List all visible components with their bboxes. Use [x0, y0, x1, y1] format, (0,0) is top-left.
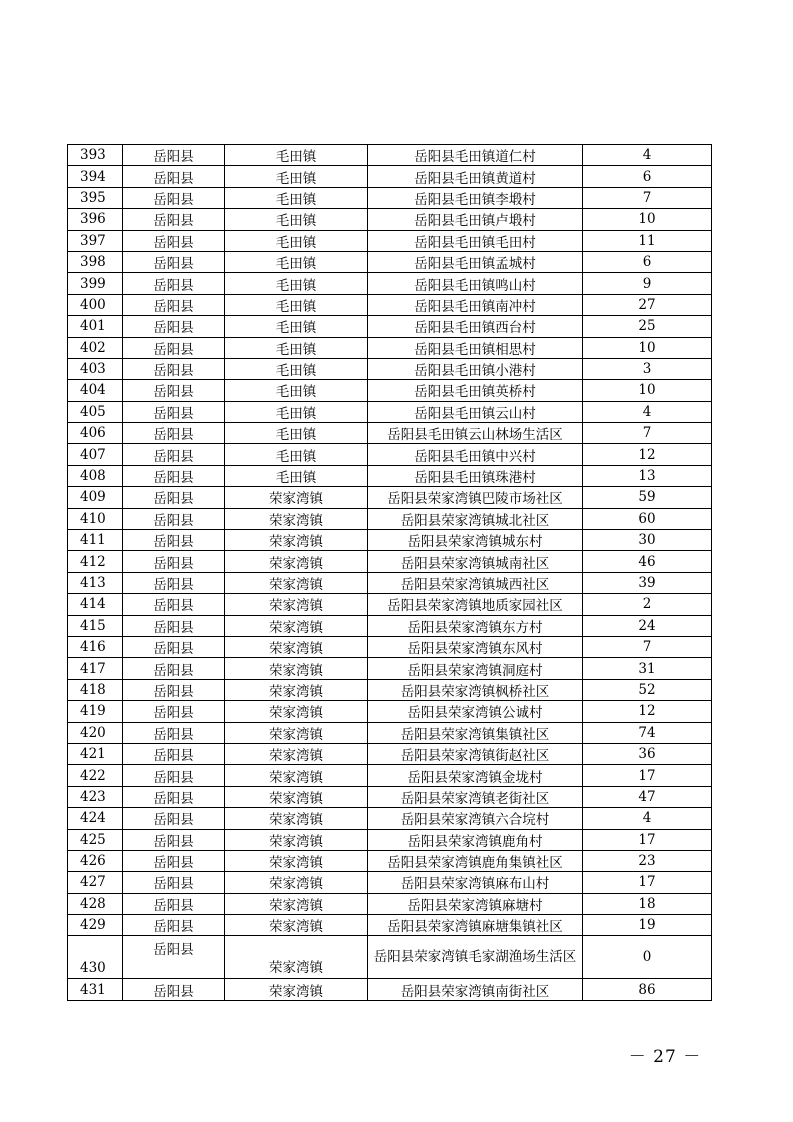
- count-cell: 19: [583, 915, 712, 936]
- count-cell: 31: [583, 658, 712, 679]
- county-cell: 岳阳县: [123, 530, 225, 551]
- row-number-cell: 412: [68, 551, 123, 572]
- county-cell: 岳阳县: [123, 508, 225, 529]
- count-cell: 46: [583, 551, 712, 572]
- county-cell: 岳阳县: [123, 594, 225, 615]
- area-cell: 岳阳县毛田镇黄道村: [368, 166, 583, 187]
- row-number-cell: 414: [68, 594, 123, 615]
- count-cell: 23: [583, 850, 712, 871]
- count-cell: 7: [583, 423, 712, 444]
- table-row: [68, 701, 712, 722]
- town-cell: 荣家湾镇: [225, 722, 368, 743]
- town-cell: 毛田镇: [225, 465, 368, 486]
- count-cell: 17: [583, 765, 712, 786]
- county-cell: 岳阳县: [123, 872, 225, 893]
- row-number-cell: 403: [68, 358, 123, 379]
- town-cell: 毛田镇: [225, 294, 368, 315]
- county-cell: 岳阳县: [123, 615, 225, 636]
- town-cell: 荣家湾镇: [225, 743, 368, 764]
- town-cell: 毛田镇: [225, 401, 368, 422]
- count-cell: 6: [583, 251, 712, 272]
- table-body: [68, 145, 712, 1001]
- row-number-cell: 409: [68, 487, 123, 508]
- county-cell: 岳阳县: [123, 273, 225, 294]
- row-number-cell: 427: [68, 872, 123, 893]
- county-cell: 岳阳县: [123, 979, 225, 1000]
- town-cell: 荣家湾镇: [225, 679, 368, 700]
- count-cell: 4: [583, 401, 712, 422]
- table-row: [68, 166, 712, 187]
- count-cell: 12: [583, 701, 712, 722]
- area-cell: 岳阳县荣家湾镇毛家湖渔场生活区: [368, 936, 583, 979]
- count-cell: 86: [583, 979, 712, 1000]
- county-cell: 岳阳县: [123, 358, 225, 379]
- table-row: [68, 230, 712, 251]
- row-number-cell: 398: [68, 251, 123, 272]
- row-number-cell: 402: [68, 337, 123, 358]
- county-cell: 岳阳县: [123, 786, 225, 807]
- table-row: [68, 294, 712, 315]
- count-cell: 24: [583, 615, 712, 636]
- town-cell: 毛田镇: [225, 145, 368, 166]
- area-cell: 岳阳县荣家湾镇六合垸村: [368, 808, 583, 829]
- row-number-cell: 424: [68, 808, 123, 829]
- count-cell: 11: [583, 230, 712, 251]
- area-cell: 岳阳县荣家湾镇集镇社区: [368, 722, 583, 743]
- row-number-cell: 430: [68, 936, 123, 979]
- county-cell: 岳阳县: [123, 658, 225, 679]
- area-cell: 岳阳县荣家湾镇城南社区: [368, 551, 583, 572]
- table-row: [68, 508, 712, 529]
- table-row: [68, 145, 712, 166]
- table-row: [68, 316, 712, 337]
- count-cell: 60: [583, 508, 712, 529]
- town-cell: 毛田镇: [225, 316, 368, 337]
- count-cell: 7: [583, 187, 712, 208]
- count-cell: 7: [583, 636, 712, 657]
- row-number-cell: 428: [68, 893, 123, 914]
- table-row: [68, 743, 712, 764]
- county-cell: 岳阳县: [123, 380, 225, 401]
- table-row: [68, 209, 712, 230]
- row-number-cell: 410: [68, 508, 123, 529]
- row-number-cell: 399: [68, 273, 123, 294]
- town-cell: 荣家湾镇: [225, 636, 368, 657]
- count-cell: 17: [583, 872, 712, 893]
- county-cell: 岳阳县: [123, 166, 225, 187]
- area-cell: 岳阳县荣家湾镇鹿角集镇社区: [368, 850, 583, 871]
- area-cell: 岳阳县毛田镇李塅村: [368, 187, 583, 208]
- area-cell: 岳阳县荣家湾镇城东村: [368, 530, 583, 551]
- county-cell: 岳阳县: [123, 337, 225, 358]
- town-cell: 荣家湾镇: [225, 786, 368, 807]
- county-cell: 岳阳县: [123, 487, 225, 508]
- count-cell: 10: [583, 380, 712, 401]
- town-cell: 荣家湾镇: [225, 936, 368, 979]
- count-cell: 10: [583, 209, 712, 230]
- row-number-cell: 401: [68, 316, 123, 337]
- count-cell: 12: [583, 444, 712, 465]
- county-cell: 岳阳县: [123, 743, 225, 764]
- town-cell: 荣家湾镇: [225, 530, 368, 551]
- row-number-cell: 413: [68, 572, 123, 593]
- table-row: [68, 251, 712, 272]
- count-cell: 10: [583, 337, 712, 358]
- county-cell: 岳阳县: [123, 636, 225, 657]
- town-cell: 毛田镇: [225, 358, 368, 379]
- county-cell: 岳阳县: [123, 187, 225, 208]
- county-cell: 岳阳县: [123, 679, 225, 700]
- county-cell: 岳阳县: [123, 936, 225, 979]
- table-row: [68, 722, 712, 743]
- town-cell: 毛田镇: [225, 444, 368, 465]
- area-cell: 岳阳县毛田镇卢塅村: [368, 209, 583, 230]
- area-cell: 岳阳县荣家湾镇鹿角村: [368, 829, 583, 850]
- county-cell: 岳阳县: [123, 294, 225, 315]
- table-row: [68, 679, 712, 700]
- area-cell: 岳阳县荣家湾镇巴陵市场社区: [368, 487, 583, 508]
- area-cell: 岳阳县荣家湾镇街赵社区: [368, 743, 583, 764]
- count-cell: 74: [583, 722, 712, 743]
- count-cell: 3: [583, 358, 712, 379]
- county-cell: 岳阳县: [123, 893, 225, 914]
- count-cell: 59: [583, 487, 712, 508]
- data-table: [67, 144, 712, 1001]
- row-number-cell: 404: [68, 380, 123, 401]
- county-cell: 岳阳县: [123, 915, 225, 936]
- count-cell: 2: [583, 594, 712, 615]
- page-number: － 27 －: [628, 1047, 702, 1067]
- count-cell: 9: [583, 273, 712, 294]
- county-cell: 岳阳县: [123, 423, 225, 444]
- table-row: [68, 380, 712, 401]
- table-row: [68, 530, 712, 551]
- table-row: [68, 273, 712, 294]
- area-cell: 岳阳县毛田镇西台村: [368, 316, 583, 337]
- count-cell: 13: [583, 465, 712, 486]
- table-row: [68, 551, 712, 572]
- town-cell: 荣家湾镇: [225, 508, 368, 529]
- table-row: [68, 615, 712, 636]
- table-row: [68, 786, 712, 807]
- count-cell: 27: [583, 294, 712, 315]
- area-cell: 岳阳县毛田镇鸣山村: [368, 273, 583, 294]
- count-cell: 36: [583, 743, 712, 764]
- area-cell: 岳阳县毛田镇孟城村: [368, 251, 583, 272]
- row-number-cell: 419: [68, 701, 123, 722]
- count-cell: 30: [583, 530, 712, 551]
- town-cell: 荣家湾镇: [225, 893, 368, 914]
- table-row: [68, 765, 712, 786]
- table-row: [68, 850, 712, 871]
- county-cell: 岳阳县: [123, 808, 225, 829]
- row-number-cell: 393: [68, 145, 123, 166]
- table-row: [68, 423, 712, 444]
- count-cell: 0: [583, 936, 712, 979]
- table-row: [68, 636, 712, 657]
- county-cell: 岳阳县: [123, 829, 225, 850]
- area-cell: 岳阳县毛田镇珠港村: [368, 465, 583, 486]
- count-cell: 6: [583, 166, 712, 187]
- row-number-cell: 407: [68, 444, 123, 465]
- county-cell: 岳阳县: [123, 465, 225, 486]
- town-cell: 荣家湾镇: [225, 551, 368, 572]
- town-cell: 毛田镇: [225, 337, 368, 358]
- county-cell: 岳阳县: [123, 850, 225, 871]
- town-cell: 荣家湾镇: [225, 850, 368, 871]
- row-number-cell: 416: [68, 636, 123, 657]
- county-cell: 岳阳县: [123, 316, 225, 337]
- count-cell: 25: [583, 316, 712, 337]
- row-number-cell: 423: [68, 786, 123, 807]
- row-number-cell: 394: [68, 166, 123, 187]
- area-cell: 岳阳县荣家湾镇城西社区: [368, 572, 583, 593]
- table-row: [68, 872, 712, 893]
- row-number-cell: 421: [68, 743, 123, 764]
- table-row: [68, 979, 712, 1000]
- town-cell: 荣家湾镇: [225, 701, 368, 722]
- county-cell: 岳阳县: [123, 251, 225, 272]
- area-cell: 岳阳县毛田镇南冲村: [368, 294, 583, 315]
- county-cell: 岳阳县: [123, 444, 225, 465]
- row-number-cell: 415: [68, 615, 123, 636]
- table-row: [68, 594, 712, 615]
- table-row: [68, 936, 712, 979]
- area-cell: 岳阳县毛田镇云山村: [368, 401, 583, 422]
- row-number-cell: 396: [68, 209, 123, 230]
- count-cell: 47: [583, 786, 712, 807]
- area-cell: 岳阳县荣家湾镇金垅村: [368, 765, 583, 786]
- town-cell: 毛田镇: [225, 251, 368, 272]
- town-cell: 荣家湾镇: [225, 915, 368, 936]
- county-cell: 岳阳县: [123, 572, 225, 593]
- row-number-cell: 411: [68, 530, 123, 551]
- table-row: [68, 572, 712, 593]
- area-cell: 岳阳县荣家湾镇麻布山村: [368, 872, 583, 893]
- town-cell: 毛田镇: [225, 230, 368, 251]
- area-cell: 岳阳县荣家湾镇城北社区: [368, 508, 583, 529]
- area-cell: 岳阳县毛田镇中兴村: [368, 444, 583, 465]
- area-cell: 岳阳县荣家湾镇地质家园社区: [368, 594, 583, 615]
- row-number-cell: 400: [68, 294, 123, 315]
- table-row: [68, 358, 712, 379]
- town-cell: 毛田镇: [225, 209, 368, 230]
- row-number-cell: 420: [68, 722, 123, 743]
- area-cell: 岳阳县毛田镇小港村: [368, 358, 583, 379]
- county-cell: 岳阳县: [123, 551, 225, 572]
- row-number-cell: 418: [68, 679, 123, 700]
- count-cell: 17: [583, 829, 712, 850]
- table-row: [68, 829, 712, 850]
- town-cell: 荣家湾镇: [225, 658, 368, 679]
- table-row: [68, 187, 712, 208]
- area-cell: 岳阳县荣家湾镇东风村: [368, 636, 583, 657]
- row-number-cell: 429: [68, 915, 123, 936]
- count-cell: 4: [583, 145, 712, 166]
- table-row: [68, 444, 712, 465]
- row-number-cell: 408: [68, 465, 123, 486]
- table-row: [68, 337, 712, 358]
- row-number-cell: 406: [68, 423, 123, 444]
- row-number-cell: 431: [68, 979, 123, 1000]
- town-cell: 毛田镇: [225, 166, 368, 187]
- town-cell: 毛田镇: [225, 380, 368, 401]
- count-cell: 4: [583, 808, 712, 829]
- area-cell: 岳阳县荣家湾镇南街社区: [368, 979, 583, 1000]
- town-cell: 荣家湾镇: [225, 615, 368, 636]
- town-cell: 荣家湾镇: [225, 979, 368, 1000]
- town-cell: 荣家湾镇: [225, 872, 368, 893]
- table-row: [68, 401, 712, 422]
- town-cell: 毛田镇: [225, 187, 368, 208]
- table-row: [68, 658, 712, 679]
- county-cell: 岳阳县: [123, 230, 225, 251]
- count-cell: 18: [583, 893, 712, 914]
- table-row: [68, 893, 712, 914]
- county-cell: 岳阳县: [123, 765, 225, 786]
- row-number-cell: 397: [68, 230, 123, 251]
- row-number-cell: 405: [68, 401, 123, 422]
- town-cell: 荣家湾镇: [225, 765, 368, 786]
- area-cell: 岳阳县荣家湾镇东方村: [368, 615, 583, 636]
- count-cell: 39: [583, 572, 712, 593]
- area-cell: 岳阳县毛田镇道仁村: [368, 145, 583, 166]
- area-cell: 岳阳县毛田镇相思村: [368, 337, 583, 358]
- area-cell: 岳阳县荣家湾镇麻塘村: [368, 893, 583, 914]
- row-number-cell: 395: [68, 187, 123, 208]
- area-cell: 岳阳县荣家湾镇公诚村: [368, 701, 583, 722]
- table-row: [68, 465, 712, 486]
- area-cell: 岳阳县荣家湾镇麻塘集镇社区: [368, 915, 583, 936]
- area-cell: 岳阳县荣家湾镇洞庭村: [368, 658, 583, 679]
- county-cell: 岳阳县: [123, 401, 225, 422]
- area-cell: 岳阳县荣家湾镇老街社区: [368, 786, 583, 807]
- town-cell: 毛田镇: [225, 423, 368, 444]
- town-cell: 荣家湾镇: [225, 829, 368, 850]
- county-cell: 岳阳县: [123, 701, 225, 722]
- county-cell: 岳阳县: [123, 722, 225, 743]
- town-cell: 毛田镇: [225, 273, 368, 294]
- row-number-cell: 417: [68, 658, 123, 679]
- row-number-cell: 422: [68, 765, 123, 786]
- count-cell: 52: [583, 679, 712, 700]
- town-cell: 荣家湾镇: [225, 808, 368, 829]
- table-row: [68, 915, 712, 936]
- county-cell: 岳阳县: [123, 209, 225, 230]
- table-row: [68, 487, 712, 508]
- area-cell: 岳阳县毛田镇英桥村: [368, 380, 583, 401]
- town-cell: 荣家湾镇: [225, 594, 368, 615]
- row-number-cell: 425: [68, 829, 123, 850]
- town-cell: 荣家湾镇: [225, 572, 368, 593]
- town-cell: 荣家湾镇: [225, 487, 368, 508]
- table-row: [68, 808, 712, 829]
- area-cell: 岳阳县毛田镇毛田村: [368, 230, 583, 251]
- county-cell: 岳阳县: [123, 145, 225, 166]
- area-cell: 岳阳县毛田镇云山林场生活区: [368, 423, 583, 444]
- row-number-cell: 426: [68, 850, 123, 871]
- area-cell: 岳阳县荣家湾镇枫桥社区: [368, 679, 583, 700]
